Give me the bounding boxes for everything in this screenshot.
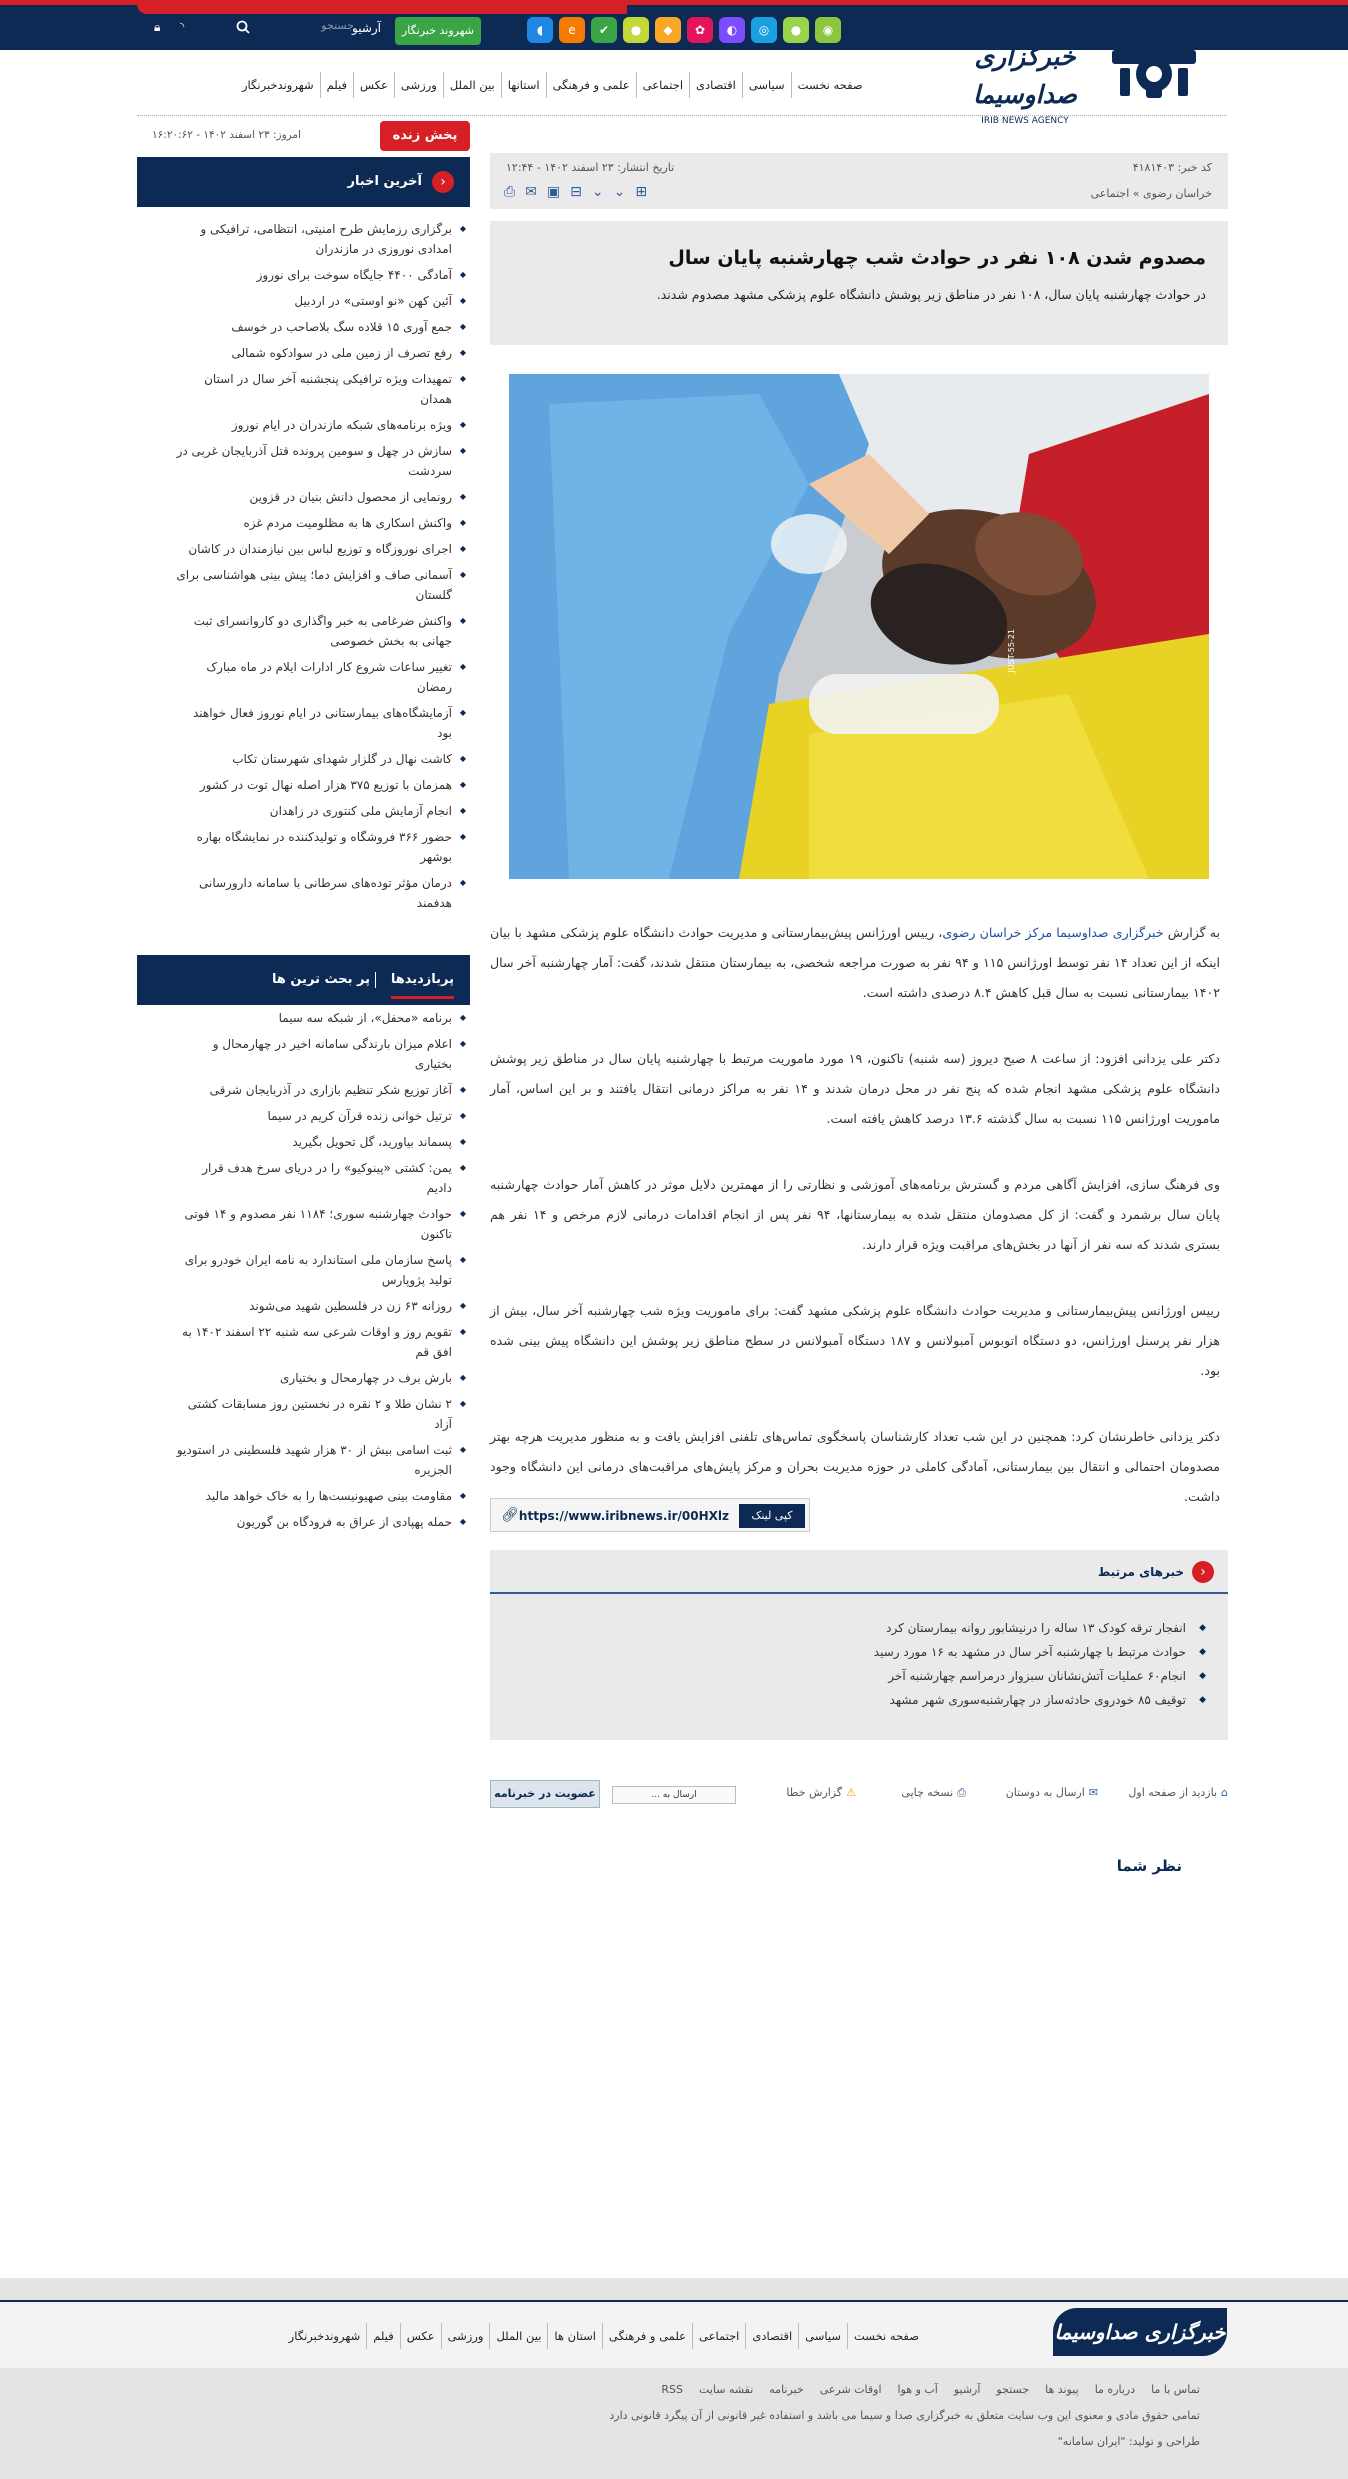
header-divider — [137, 115, 1227, 116]
related-news — [490, 1550, 1228, 1740]
latest-news-item[interactable]: ◆ درمان مؤثر توده‌های سرطانی با سامانه دارورسانی هدفمند — [137, 873, 470, 913]
popular-news-item[interactable]: ◆ حوادث چهارشنبه سوری؛ ۱۱۸۴ نفر مصدوم و ۱۴ فوتی تاکنون — [137, 1204, 470, 1244]
send-to-select[interactable] — [612, 1786, 736, 1804]
bale-icon[interactable]: ◐ — [719, 17, 745, 43]
gap-icon[interactable]: ● — [623, 17, 649, 43]
nav-item[interactable]: سیاسی — [742, 72, 791, 98]
chevron-left-icon: ‹ — [432, 171, 454, 193]
chevron-left-icon: ‹ — [1192, 1561, 1214, 1583]
source-link[interactable]: خبرگزاری صداوسیما مرکز خراسان رضوی — [942, 925, 1164, 940]
footer-design-credit: طراحی و تولید: "ایران سامانه" — [1057, 2435, 1200, 2448]
latest-news-item[interactable]: ◆ ویژه برنامه‌های شبکه مازندران در ایام نوروز — [137, 415, 470, 435]
newsletter-subscribe-button[interactable]: عضویت در خبرنامه — [490, 1780, 600, 1808]
latest-news-item[interactable]: ◆ تمهیدات ویژه ترافیکی پنجشنبه آخر سال در استان همدان — [137, 369, 470, 409]
aparat-icon[interactable]: ✿ — [687, 17, 713, 43]
app-store-icon[interactable]: ◎ — [751, 17, 777, 43]
nav-item[interactable]: علمی و فرهنگی — [546, 72, 636, 98]
print-version-label: نسخه چاپی — [901, 1786, 954, 1799]
latest-news-item[interactable]: ◆ رونمایی از محصول دانش بنیان در قزوین — [137, 487, 470, 507]
nav-item[interactable]: صفحه نخست — [791, 72, 869, 98]
popular-news-item[interactable]: ◆ پسماند بیاورید، گل تحویل بگیرید — [137, 1132, 470, 1152]
popular-news-item[interactable]: ◆ روزانه ۶۳ زن در فلسطین شهید می‌شوند — [137, 1296, 470, 1316]
apple-icon[interactable]: ● — [783, 17, 809, 43]
warning-icon: ⚠ — [846, 1786, 856, 1799]
latest-news-item[interactable]: ◆ همزمان با توزیع ۳۷۵ هزار اصله نهال توت در کشور — [137, 775, 470, 795]
top-red-tab — [137, 0, 627, 14]
article-body — [490, 918, 1220, 1548]
related-news-item[interactable]: ◆ حوادث مرتبط با چهارشنبه آخر سال در مشهد به ۱۶ مورد رسید — [528, 1640, 1208, 1664]
latest-news-item[interactable]: ◆ اجرای نوروزگاه و توزیع لباس بین نیازمندان در کاشان — [137, 539, 470, 559]
eitaa-icon[interactable]: e — [559, 17, 585, 43]
latest-news-item[interactable]: ◆ آسمانی صاف و افزایش دما؛ پیش بینی هواشناسی برای گلستان — [137, 565, 470, 605]
font-increase-icon[interactable]: ⊞ — [635, 184, 648, 200]
publish-date: تاریخ انتشار: ۲۳ اسفند ۱۴۰۲ - ۱۲:۴۴ — [506, 161, 675, 174]
footer-nav-item[interactable]: فیلم — [366, 2323, 399, 2349]
email-icon[interactable]: ✉ — [525, 184, 537, 200]
footer-link[interactable]: خبرنامه — [769, 2383, 804, 2396]
logo-subtitle: IRIB NEWS AGENCY — [981, 116, 1069, 126]
latest-news-item[interactable]: ◆ تغییر ساعات شروع کار ادارات ایلام در ماه مبارک رمضان — [137, 657, 470, 697]
copy-link-button[interactable]: کپی لینک — [739, 1504, 805, 1528]
popular-news-item[interactable]: ◆ آغاز توزیع شکر تنظیم بازاری در آذربایجان شرقی — [137, 1080, 470, 1100]
nav-item[interactable]: فیلم — [320, 72, 353, 98]
latest-news-item[interactable]: ◆ حضور ۳۶۶ فروشگاه و تولیدکننده در نمایشگاه بهاره بوشهر — [137, 827, 470, 867]
share-bar — [490, 1778, 1228, 1812]
latest-news-item[interactable]: ◆ واکنش ضرغامی به خبر واگذاری دو کاروانسرای ثبت جهانی به بخش خصوصی — [137, 611, 470, 651]
footer-nav-item[interactable]: شهروندخبرنگار — [288, 2329, 361, 2343]
igap-icon[interactable]: ◖ — [527, 17, 553, 43]
latest-news-title: آخرین اخبار — [347, 174, 422, 189]
latest-news-item[interactable]: ◆ کاشت نهال در گلزار شهدای شهرستان تکاب — [137, 749, 470, 769]
tab-most-discussed[interactable]: پر بحث ترین ها — [271, 972, 370, 987]
popular-news-header — [137, 955, 470, 1005]
nav-item[interactable]: ورزشی — [394, 72, 443, 98]
latest-news-list — [137, 219, 470, 919]
tab-most-visited[interactable]: پربازدیدها — [391, 955, 454, 999]
latest-news-item[interactable]: ◆ آزمایشگاه‌های بیمارستانی در ایام نوروز فعال خواهند بود — [137, 703, 470, 743]
latest-news-item[interactable]: ◆ رفع تصرف از زمین ملی در سوادکوه شمالی — [137, 343, 470, 363]
article-paragraph: دکتر علی یزدانی افزود: از ساعت ۸ صبح دیروز (سه شنبه) تاکنون، ۱۹ مورد ماموریت مرتبط با چهارشنبه پایان سال در مناطق زیر پوشش دانشگاه علوم پزشکی مشهد انجام شده که پنج نفر در محل درمان شدند و ۱۴ نفر به مراکز درمانی انتقال یافتند و بر این اساس، آمار ماموریت اورژانس ۱۱۵ نسبت به سال گذشته ۱۳.۶ درصد کاهش یافته است. — [490, 1051, 1220, 1126]
latest-news-item[interactable]: ◆ واکنش اسکاری ها به مظلومیت مردم غزه — [137, 513, 470, 533]
nav-item[interactable]: اجتماعی — [636, 72, 689, 98]
footer-copyright: تمامی حقوق مادی و معنوی این وب سایت متعلق به خبرگزاری صدا و سیما می باشد و استفاده غیر قانونی از آن پیگرد قانونی دارد — [609, 2409, 1200, 2422]
report-error-link[interactable] — [786, 1786, 856, 1799]
footer-link[interactable]: آرشیو — [953, 2383, 981, 2396]
latest-news-item[interactable]: ◆ انجام آزمایش ملی کنتوری در زاهدان — [137, 801, 470, 821]
popular-news-item[interactable]: ◆ مقاومت بینی صهیونیست‌ها را به خاک خواهد مالید — [137, 1486, 470, 1506]
tab-separator — [375, 972, 376, 988]
popular-news-item[interactable]: ◆ اعلام میزان بارندگی سامانه اخیر در چهارمحال و بختیاری — [137, 1034, 470, 1074]
footer-nav — [283, 2323, 925, 2349]
article-paragraph — [490, 918, 1220, 1008]
footer-nav-item[interactable]: استان ها — [547, 2323, 601, 2349]
breadcrumb[interactable]: خراسان رضوی » اجتماعی — [1090, 187, 1212, 200]
print-icon[interactable]: ⎙ — [504, 184, 516, 200]
latest-news-item[interactable]: ◆ سازش در چهل و سومین پرونده قتل آذربایجان غربی در سردشت — [137, 441, 470, 481]
article-paragraph: وی فرهنگ سازی، افزایش آگاهی مردم و گسترش برنامه‌های آموزشی و نظارتی را از مهمترین دلایل موثر در کاهش آمار حوادث چهارشنبه پایان سال برشمرد و گفت: از کل مصدومان منتقل شده به بیمارستانها، ۹۴ نفر پس از انجام اقدامات درمانی لازم مرخص و ۱۴ نفر هم بستری شدند که سه نفر از آنها در بخش‌های مراقبت ویژه قرار دارند. — [490, 1177, 1220, 1252]
short-link-url[interactable]: https://www.iribnews.ir/00HXlz — [518, 1509, 729, 1523]
header-gap — [490, 209, 1228, 221]
envelope-icon: ✉ — [1088, 1786, 1098, 1799]
news-code: کد خبر: ۴۱۸۱۴۰۳ — [1132, 161, 1212, 174]
popular-news-item[interactable]: ◆ ثبت اسامی بیش از ۳۰ هزار شهید فلسطینی در استودیو الجزیره — [137, 1440, 470, 1480]
today-date: امروز: ۲۳ اسفند ۱۴۰۲ - ۱۶:۲۰:۶۲ — [152, 129, 301, 141]
live-broadcast-button[interactable]: پخش زنده — [380, 121, 470, 151]
comments-title: نظر شما — [1116, 1857, 1182, 1875]
related-news-list — [528, 1616, 1208, 1712]
latest-news-item[interactable]: ◆ آئین کهن «نو اوستی» در اردبیل — [137, 291, 470, 311]
home-visit-label: بازدید از صفحه اول — [1128, 1786, 1218, 1799]
save-icon[interactable]: ▣ — [546, 184, 561, 200]
article-header — [490, 153, 1228, 345]
footer-link[interactable]: پیوند ها — [1045, 2383, 1079, 2396]
article-paragraph: رییس اورژانس پیش‌بیمارستانی و مدیریت حوادث دانشگاه علوم پزشکی مشهد گفت: برای ماموریت ویژه شب چهارشنبه آخر سال، بیش از هزار نفر پرسنل اورژانس، دو دستگاه اتوبوس آمبولانس و ۱۸۷ دستگاه آمبولانس در سطح مناطق زیر پوشش این دانشگاه پیش بینی شده بود. — [490, 1303, 1220, 1378]
article-photo — [509, 374, 1209, 879]
footer-link[interactable]: جستجو — [996, 2383, 1030, 2396]
nav-item[interactable]: عکس — [353, 72, 394, 98]
short-link-box — [490, 1498, 810, 1532]
rubika-icon[interactable]: ◆ — [655, 17, 681, 43]
popular-news-item[interactable]: ◆ ترتیل خوانی زنده قرآن کریم در سیما — [137, 1106, 470, 1126]
related-news-header — [490, 1550, 1228, 1594]
footer-link[interactable]: آب و هوا — [897, 2383, 938, 2396]
footer-nav-item[interactable]: ورزشی — [441, 2323, 490, 2349]
lock-icon[interactable]: 🔒︎ — [154, 20, 161, 34]
popular-news-item[interactable]: ◆ ۲ نشان طلا و ۲ نقره در نخستین روز مسابقات کشتی آزاد — [137, 1394, 470, 1434]
search-icon[interactable] — [236, 20, 250, 37]
popular-news-item[interactable]: ◆ پاسخ سازمان ملی استاندارد به نامه ایران خودرو برای تولید پژوپارس — [137, 1250, 470, 1290]
footer-nav-item[interactable]: صفحه نخست — [847, 2323, 925, 2349]
rss-icon[interactable]: ◝ — [180, 20, 185, 33]
related-news-item[interactable]: ◆ انفجار ترقه کودک ۱۳ ساله را درنیشابور روانه بیمارستان کرد — [528, 1616, 1208, 1640]
article-paragraph: دکتر یزدانی خاطرنشان کرد: همچنین در این شب تعداد کارشناسان پاسخگوی تماس‌های تلفنی افزایش یافت و به منظور مدیریت هرچه بهتر مصدومان احتمالی و انتقال بین بیمارستانی، آمادگی کاملی در حوزه مدیریت بحران و مرکز پایش‌های مراقبت‌های درمانی این دانشگاه وجود داشت. — [490, 1429, 1220, 1504]
footer-link[interactable]: RSS — [661, 2383, 684, 2396]
logo-title: خبرگزاری صداوسیما — [973, 42, 1077, 109]
archive-link[interactable]: آرشیو — [352, 21, 382, 35]
footer-links — [661, 2383, 1200, 2396]
nav-item[interactable]: شهروندخبرنگار — [242, 78, 314, 92]
popular-news-item[interactable]: ◆ حمله پهپادی از عراق به فرودگاه بن گوریون — [137, 1512, 470, 1532]
footer-link[interactable]: اوقات شرعی — [819, 2383, 882, 2396]
send-to-label: ارسال به ... — [651, 1790, 697, 1800]
font-decrease-icon[interactable]: ⊟ — [570, 184, 582, 200]
report-error-label: گزارش خطا — [786, 1786, 843, 1799]
latest-news-item[interactable]: ◆ برگزاری رزمایش طرح امنیتی، انتظامی، ترافیکی و امدادی نوروزی در مازندران — [137, 219, 470, 259]
article-tools — [504, 184, 647, 200]
nav-item[interactable]: اقتصادی — [689, 72, 742, 98]
citizen-reporter-button[interactable]: شهروند خبرنگار — [395, 17, 481, 45]
latest-news-header[interactable] — [137, 157, 470, 207]
related-news-title: خبرهای مرتبط — [1097, 1565, 1184, 1579]
footer-strip — [0, 2278, 1348, 2300]
popular-news-item[interactable]: ◆ برنامه «محفل»، از شبکه سه سیما — [137, 1008, 470, 1028]
nav-item[interactable]: بین الملل — [443, 72, 501, 98]
latest-news-item[interactable]: ◆ جمع آوری ۱۵ قلاده سگ بلاصاحب در خوسف — [137, 317, 470, 337]
footer-nav-item[interactable]: اجتماعی — [692, 2323, 745, 2349]
android-icon[interactable]: ◉ — [815, 17, 841, 43]
latest-news-item[interactable]: ◆ آمادگی ۴۴۰۰ جایگاه سوخت برای نوروز — [137, 265, 470, 285]
article-lead: در حوادث چهارشنبه پایان سال، ۱۰۸ نفر در مناطق زیر پوشش دانشگاه علوم پزشکی مشهد مصدوم شدند. — [656, 287, 1206, 302]
footer-link[interactable]: درباره ما — [1094, 2383, 1136, 2396]
footer-nav-item[interactable]: سیاسی — [798, 2323, 847, 2349]
footer-nav-item[interactable]: اقتصادی — [745, 2323, 798, 2349]
photo-watermark: JUST-55-21 — [1007, 629, 1016, 673]
footer-nav-item[interactable]: علمی و فرهنگی — [602, 2323, 692, 2349]
irib-emblem-icon[interactable] — [1106, 28, 1202, 104]
send-to-friends-link[interactable] — [1006, 1786, 1098, 1799]
footer-link[interactable]: تماس با ما — [1151, 2383, 1200, 2396]
print-version-link[interactable] — [901, 1786, 966, 1800]
popular-news-item[interactable]: ◆ یمن: کشتی «پینوکیو» را در دریای سرخ هدف قرار دادیم — [137, 1158, 470, 1198]
send-to-friends-label: ارسال به دوستان — [1005, 1786, 1085, 1799]
footer-logo[interactable]: خبرگزاری صداوسیما — [1053, 2308, 1227, 2356]
footer-link[interactable]: نقشه سایت — [699, 2383, 754, 2396]
related-news-item[interactable]: ◆ توقیف ۸۵ خودروی حادثه‌ساز در چهارشنبه‌سوری شهر مشهد — [528, 1688, 1208, 1712]
popular-news-item[interactable]: ◆ بارش برف در چهارمحال و بختیاری — [137, 1368, 470, 1388]
app-icons — [527, 17, 841, 43]
footer-nav-item[interactable]: عکس — [400, 2323, 441, 2349]
paragraph-text: به گزارش — [1163, 925, 1220, 940]
home-visit-link[interactable] — [1128, 1786, 1228, 1799]
site-logo[interactable] — [960, 38, 1090, 126]
printer-icon: ⎙ — [957, 1786, 966, 1799]
soroush-icon[interactable]: ✔ — [591, 17, 617, 43]
popular-news-item[interactable]: ◆ تقویم روز و اوقات شرعی سه شنبه ۲۲ اسفند ۱۴۰۲ به افق قم — [137, 1322, 470, 1362]
home-icon: ⌂ — [1221, 1786, 1228, 1799]
link-icon[interactable]: 🔗︎ — [501, 1507, 519, 1523]
article-title: مصدوم شدن ۱۰۸ نفر در حوادث شب چهارشنبه پایان سال — [668, 247, 1206, 269]
chevron-down-icon[interactable]: ⌄ — [613, 184, 626, 200]
nav-item[interactable]: استانها — [501, 72, 546, 98]
related-news-item[interactable]: ◆ انجام۶۰ عملیات آتش‌نشانان سبزوار درمراسم چهارشنبه آخر — [528, 1664, 1208, 1688]
popular-news-list — [137, 1008, 470, 1538]
chevron-down-icon[interactable]: ⌄ — [591, 184, 604, 200]
search-input[interactable]: جستجو — [321, 19, 354, 32]
paragraph-text: ، رییس اورژانس پیش‌بیمارستانی و مدیریت حوادث دانشگاه علوم پزشکی مشهد با بیان اینکه از این تعداد ۱۴ نفر توسط اورژانس ۱۱۵ و ۹۴ نفر به صورت مراجعه شخصی، به بیمارستان منتقل شدند، گفت: آمار چهارشنبه آخر سال ۱۴۰۲ بیمارستانی نسبت به سال قبل کاهش ۸.۴ درصدی داشته است. — [490, 925, 1220, 1000]
main-nav — [236, 72, 896, 98]
footer-nav-item[interactable]: بین الملل — [489, 2323, 547, 2349]
